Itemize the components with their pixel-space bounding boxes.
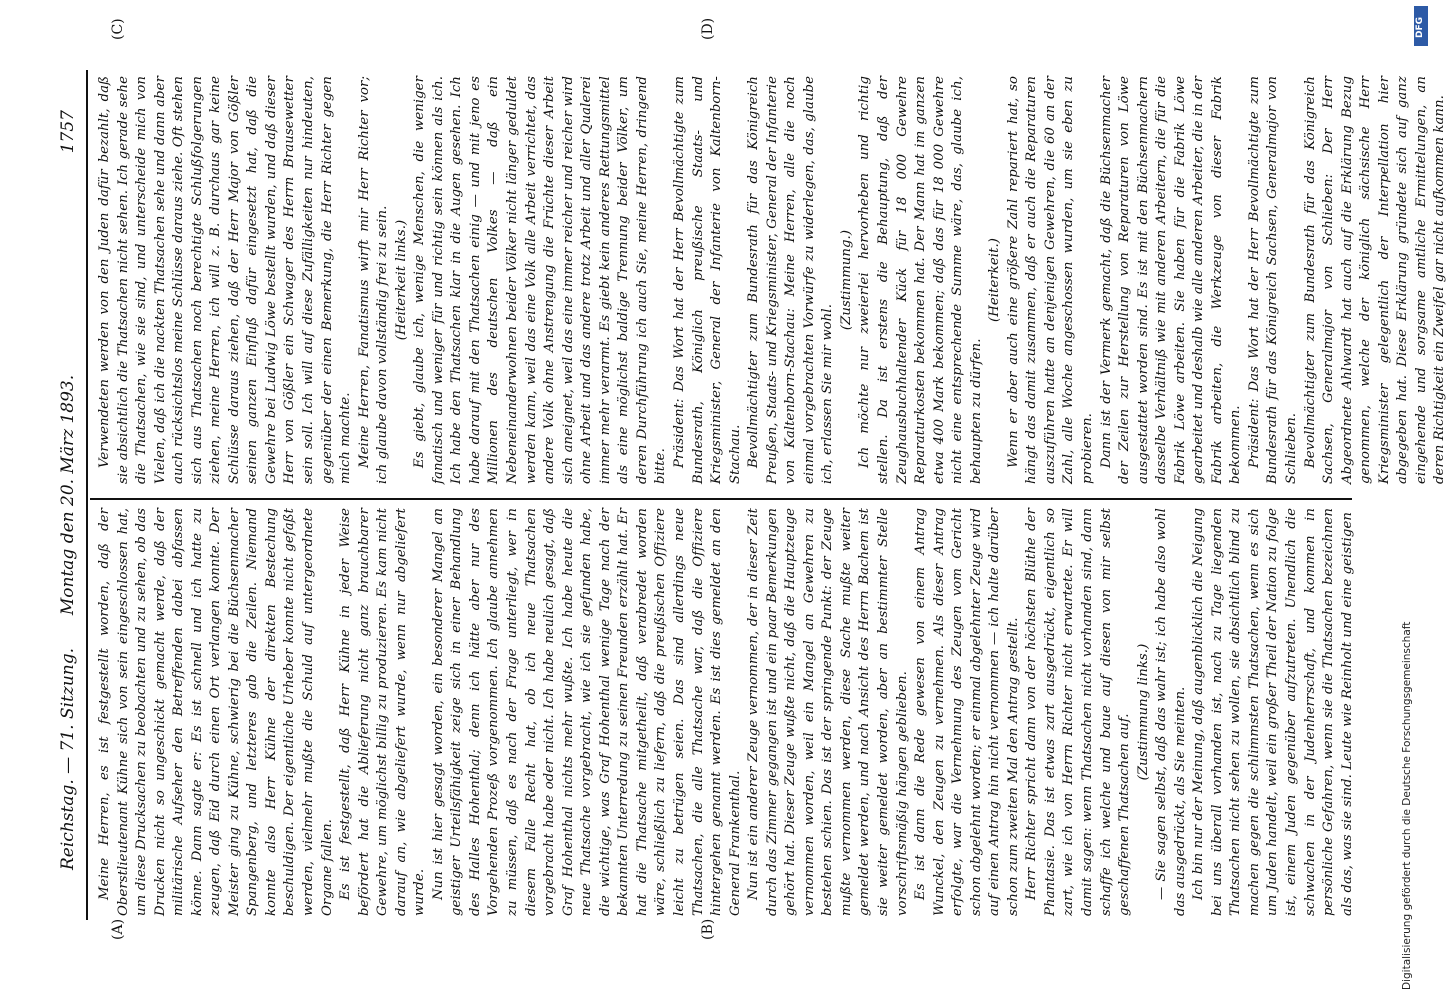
margin-marker-b: (B) — [700, 918, 716, 940]
digitization-credit: Digitalisierung gefördert durch die Deutsche Forschungsgemeinschaft — [1401, 621, 1413, 990]
stage-direction: (Heiterkeit.) — [987, 237, 1003, 323]
header-center: Montag den 20. März 1893. — [58, 374, 78, 616]
speaker-paragraph: Bevollmächtigter zum Bundesrath für das Königreich Preußen, Staats- und Kriegsminister, General der Infanterie von Kaltenborn-Stachau: Meine Herren, alle die noch einmal vorgebrachten Vorwürfe zu widerlegen, das, glaube ich, erlassen Sie mir wohl. — [746, 76, 836, 484]
column-divider — [90, 498, 1352, 500]
left-column — [96, 508, 1355, 916]
paragraph: Es ist dann die Rede gewesen von einem Antrag Wunckel, den Zeugen zu vernehmen. Als dieser Antrag erfolgte, war die Vernehmung des Zeugen vom Gericht schon abgelehnt worden; er einmal abgelehnter Zeuge wird auf einen Antrag hin nicht vernommen — ich halte darüber schon zum zweiten Mal den Antrag gestellt. — [913, 508, 1021, 916]
stage-direction: (Zustimmung links.) — [1135, 643, 1151, 781]
header-page-number: 1757 — [58, 110, 78, 154]
stage-direction: (Heiterkeit links.) — [393, 219, 409, 341]
stage-direction: (Zustimmung.) — [838, 229, 854, 331]
paragraph: — Sie sagen selbst, daß das wahr ist; ich habe also wohl das ausgedrückt, als Sie meinten. — [1154, 508, 1188, 916]
page-header — [58, 60, 82, 930]
header-left: Reichstag. — 71. Sitzung. — [58, 647, 78, 870]
right-column — [96, 76, 1448, 484]
paragraph: Meine Herren, es ist festgestellt worden, daß der Oberstlieutenant Kühne sich von sein eingeschlossen hat, um diese Drucksachen zu beobachten und zu sehen, ob das Drucken nicht so ungeschickt gemacht werde, daß der militärische Aufseher den Betreffenden dabei abfassen könne. Dann sagte er: Es ist schnell und ich hatte zu zeugen, daß Eid durch einen Ort verlangen konnte. Der Meister ging zu Kühne, schwierig bei die Büchsenmacher Spangenberg, und letzteres gab die Zeilen. Niemand konnte also Herr Kühne der direkten Bestechung beschuldigen. Der eigentliche Urheber konnte nicht gefaßt werden, vielmehr mußte die Schuld auf untergeordnete Organe fallen. — [97, 508, 335, 916]
paragraph: Verwendeten werden von den Juden dafür bezahlt, daß sie absichtlich die Thatsachen nicht sehen. Ich gerade sehe die Thatsachen, wie sie sind, und unterscheide mich von Vielen, daß ich die nackten Thatsachen sehe und dann aber auch rücksichtslos meine Schlüsse daraus ziehe. Oft stehen sich aus Thatsachen noch berechtigte Schlußfolgerungen ziehen, meine Herren, ich will z. B. durchaus gar keine Schlüsse daraus ziehen, daß der Herr Major von Gößler seinen ganzen Einfluß dafür eingesetzt hat, daß die Gewehre bei Ludwig Löwe bestellt wurden, und daß dieser Herr von Gößler ein Schwager des Herrn Brausewetter sein soll. Ich will auf diese Zufälligkeiten nur hindeuten, gegenüber der einen Bemerkung, die Herr Richter gegen mich machte. — [97, 76, 354, 484]
speaker-paragraph: Präsident: Das Wort hat der Herr Bevollmächtigte zum Bundesrath für das Königreich Sachsen, Generalmajor von Schlieben. — [1246, 76, 1299, 484]
paragraph: Dann ist der Vermerk gemacht, daß die Büchsenmacher der Zeilen zur Herstellung von Reparaturen von Löwe ausgestattet worden sind. Es ist mit den Büchsenmachern dasselbe Verhältniß wie mit anderen Arbeitern, die für die Fabrik Löwe arbeiten. Sie haben für die Fabrik Löwe gearbeitet und deshalb wie alle anderen Arbeiter, die in der Fabrik arbeiten, die Werkzeuge von dieser Fabrik bekommen. — [1098, 76, 1244, 484]
margin-marker-d: (D) — [700, 17, 716, 40]
paragraph: Nun ist hier gesagt worden, ein besonderer Mangel an geistiger Urteilsfähigkeit zeige sich in einer Behandlung des Halles Hohenthal; denn ich hätte aber nur des Vorgehenden Prozeß vorgenommen. Ich glaube annehmen zu müssen, daß es nach der Frage unterliegt, wer in diesem Falle Recht hat, ob ich neue Thatsachen vorgebracht habe oder nicht. Ich habe neulich gesagt, daß Graf Hohenthal nichts mehr wußte. Ich habe heute die neue Thatsache vorgebracht, wie ich sie gefunden habe, die wichtige, was Graf Hohenthal wenige Tage nach der bekannten Unterredung zu seinen Freunden erzählt hat. Er hat die Thatsache mitgetheilt, daß verabredet worden wäre, schließlich zu liefern, daß die preußischen Offiziere leicht zu betrügen seien. Das sind allerdings neue Thatsachen, die alle Thatsache war, daß die Offiziere hintergehen genannt werden. Es ist dies gemeldet an den General Frankenthal. — [430, 508, 743, 916]
speaker-paragraph: Bevollmächtigter zum Bundesrath für das Königreich Sachsen, Generalmajor von Schlieben: Der Herr Abgeordnete Ahlwardt hat auch auf die Erklärung Bezug genommen, welche der königlich sächsische Herr Kriegsminister gelegentlich der Interpellation hier abgegeben hat. Diese Erklärung gründete sich auf ganz eingehende und sorgsame amtliche Ermittelungen, an deren Richtigkeit ein Zweifel gar nicht aufkommen kann. — [1302, 76, 1448, 484]
header-rule — [86, 70, 88, 920]
paragraph: Nun ist ein anderer Zeuge vernommen, der in dieser Zeit durch das Zimmer gegangen ist und ein paar Bemerkungen gehört hat. Dieser Zeuge wußte nicht, daß die Hauptzeuge vernommen worden, weil ein Mangel an Gewehren zu bestehen schien. Das ist der springende Punkt: der Zeuge mußte vernommen werden, diese Sache mußte weiter gemeldet werden, und nach Ansicht des Herrn Bachem ist sie weiter gemeldet worden, aber an bestimmter Stelle vorschriftsmäßig hängen geblieben. — [746, 508, 910, 916]
paragraph: Wenn er aber auch eine größere Zahl repariert hat, so hängt das damit zusammen, daß er auch die Reparaturen auszuführen hatte an denjenigen Gewehren, die 60 an der Zahl, alle Woche angeschossen wurden, um sie eben zu probieren. — [1005, 76, 1095, 484]
speaker-paragraph: Präsident: Das Wort hat der Herr Bevollmächtigte zum Bundesrath, Königlich preußische Staats- und Kriegsminister, General der Infanterie von Kaltenborn-Stachau. — [671, 76, 743, 484]
margin-marker-c: (C) — [110, 18, 126, 40]
margin-marker-a: (A) — [110, 918, 126, 940]
paragraph: Herr Richter spricht dann von der höchsten Blüthe der Phantasie. Das ist etwas zart ausgedrückt, eigentlich so zart, wie ich von Herrn Richter nicht erwartete. Er will damit sagen: wenn Thatsachen nicht vorhanden sind, dann schaffe ich welche und baue auf diesen von mir selbst geschaffenen Thatsachen auf. — [1024, 508, 1133, 916]
paragraph: Ich bin nur der Meinung, daß augenblicklich die Neigung bei uns überall vorhanden ist, nach zu Tage liegenden Thatsachen nicht sehen zu wollen, sie absichtlich blind zu machen gegen die schlimmsten Thatsachen, wenn es sich um Juden handelt, weil ein großer Theil der Nation zu folge ist, einem Juden gegenüber aufzutreten. Unendlich die schwachen in der Judenherrschaft, und kommen in persönliche Gefahren, wenn sie die Thatsachen bezeichnen als das, was sie sind. Leute wie Reinholt und eine geistigen — [1191, 508, 1355, 916]
dfg-logo: DFG — [1414, 6, 1428, 46]
paragraph: Ich möchte nur zweierlei hervorheben und richtig stellen. Da ist erstens die Behauptung, daß der Zeughausbuchhaltender Kück für 18 000 Gewehre Reparaturkosten bekommen hat. Der Mann hat im ganzen etwa 400 Mark bekommen; daß das für 18 000 Gewehre nicht eine entsprechende Summe wäre, das, glaube ich, behaupten zu dürfen. — [857, 76, 984, 484]
paragraph: Meine Herren, Fanatismus wirft mir Herr Richter vor; ich glaube davon vollständig frei zu sein. — [356, 76, 391, 484]
paragraph: Es ist festgestellt, daß Herr Kühne in jeder Weise befördert hat die Ablieferung nicht ganz brauchbarer Gewehre, um möglichst billig zu produzieren. Es kam nicht darauf an, wie abgeliefert wurde, wenn nur abgeliefert wurde. — [338, 508, 428, 916]
paragraph: Es giebt, glaube ich, wenige Menschen, die weniger fanatisch und weniger für und richtig sein können als ich. Ich habe den Thatsachen klar in die Augen gesehen. Ich habe darauf mit den Thatsachen einig — und mit jeno es Millionen des deutschen Volkes — daß ein Nebeneinanderwohnen beider Völker nicht länger geduldet werden kann, weil das eine Volk alle Arbeit verrichtet, das andere Volk ohne Anstrengung die Früchte dieser Arbeit sich aneignet, weil das eine immer reicher und reicher wird ohne Arbeit und das andere trotz Arbeit und aller Qualerei immer mehr verarmt. Es giebt kein anderes Rettungsmittel als eine möglichst baldige Trennung beider Völker, um deren Durchführung ich auch Sie, meine Herren, dringend bitte. — [412, 76, 669, 484]
